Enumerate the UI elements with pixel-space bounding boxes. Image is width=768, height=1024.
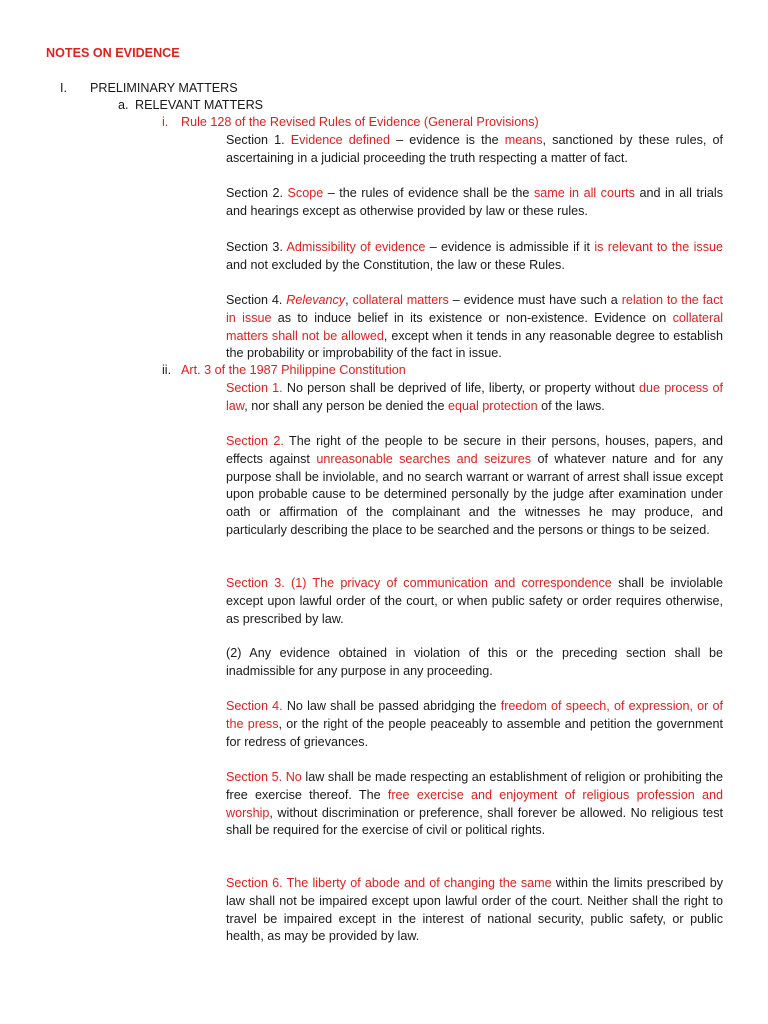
art3-section-4: Section 4. No law shall be passed abridging the freedom of speech, of expression, or of the press, or the right of the people peaceably to assemble and petition the government for redress of grievances.	[226, 699, 724, 749]
outline-number: I.	[60, 81, 67, 95]
rule128-section-3: Section 3. Admissibility of evidence – evidence is admissible if it is relevant to the issue and not excluded by the Constitution, the law or these Rules.	[226, 240, 724, 272]
outline-label: Rule 128 of the Revised Rules of Evidence (General Provisions)	[181, 115, 539, 129]
art3-section-3: Section 3. (1) The privacy of communication and correspondence shall be inviolable except upon lawful order of the court, or when public safety or order requires otherwise, as prescribed by law.	[226, 576, 724, 626]
art3-section-6: Section 6. The liberty of abode and of changing the same within the limits prescribed by law shall not be impaired except upon lawful order of the court. Neither shall the right to travel be impaired except in the interest of national security, public safety, or public health, as may be provided by law.	[226, 876, 723, 944]
outline-label: PRELIMINARY MATTERS	[90, 81, 238, 95]
outline-level1	[60, 80, 238, 98]
art3-section-3-paragraph-2: (2) Any evidence obtained in violation of this or the preceding section shall be inadmissible for any purpose in any proceeding.	[226, 646, 723, 678]
outline-label: RELEVANT MATTERS	[135, 98, 264, 112]
art3-section-2: Section 2. The right of the people to be secure in their persons, houses, papers, and effects against unreasonable searches and seizures of whatever nature and for any purpose shall be inviolable, and no search warrant or warrant of arrest shall issue except upon probable cause to be determined personally by the judge after examination under oath or affirmation of the complainant and the witnesses he may produce, and particularly describing the place to be searched and the persons or things to be seized.	[226, 434, 723, 537]
outline-label: Art. 3 of the 1987 Philippine Constitution	[181, 363, 406, 377]
rule128-section-1: Section 1. Evidence defined – evidence is the means, sanctioned by these rules, of ascertaining in a judicial proceeding the truth respecting a matter of fact.	[226, 133, 724, 165]
outline-number: a.	[118, 98, 129, 112]
outline-level3-art3	[162, 362, 406, 380]
outline-number: i.	[162, 115, 169, 129]
outline-level2	[118, 97, 263, 115]
outline-level3-rule128	[162, 114, 539, 132]
rule128-section-4: Section 4. Relevancy, collateral matters – evidence must have such a relation to the fact in issue as to induce belief in its existence or non-existence. Evidence on collateral matters shall not be allowed, except when it tends in any reasonable degree to establish the probability or improbability of the fact in issue.	[226, 293, 723, 361]
art3-section-5: Section 5. No law shall be made respecting an establishment of religion or prohibiting the free exercise thereof. The free exercise and enjoyment of religious profession and worship, without discrimination or preference, shall forever be allowed. No religious test shall be required for the exercise of civil or political rights.	[226, 770, 723, 838]
document-title: NOTES ON EVIDENCE	[46, 46, 180, 60]
art3-section-1: Section 1. No person shall be deprived of life, liberty, or property without due process of law, nor shall any person be denied the equal protection of the laws.	[226, 381, 723, 413]
rule128-section-2: Section 2. Scope – the rules of evidence shall be the same in all courts and in all trials and hearings except as otherwise provided by law or these rules.	[226, 186, 723, 218]
outline-number: ii.	[162, 363, 172, 377]
